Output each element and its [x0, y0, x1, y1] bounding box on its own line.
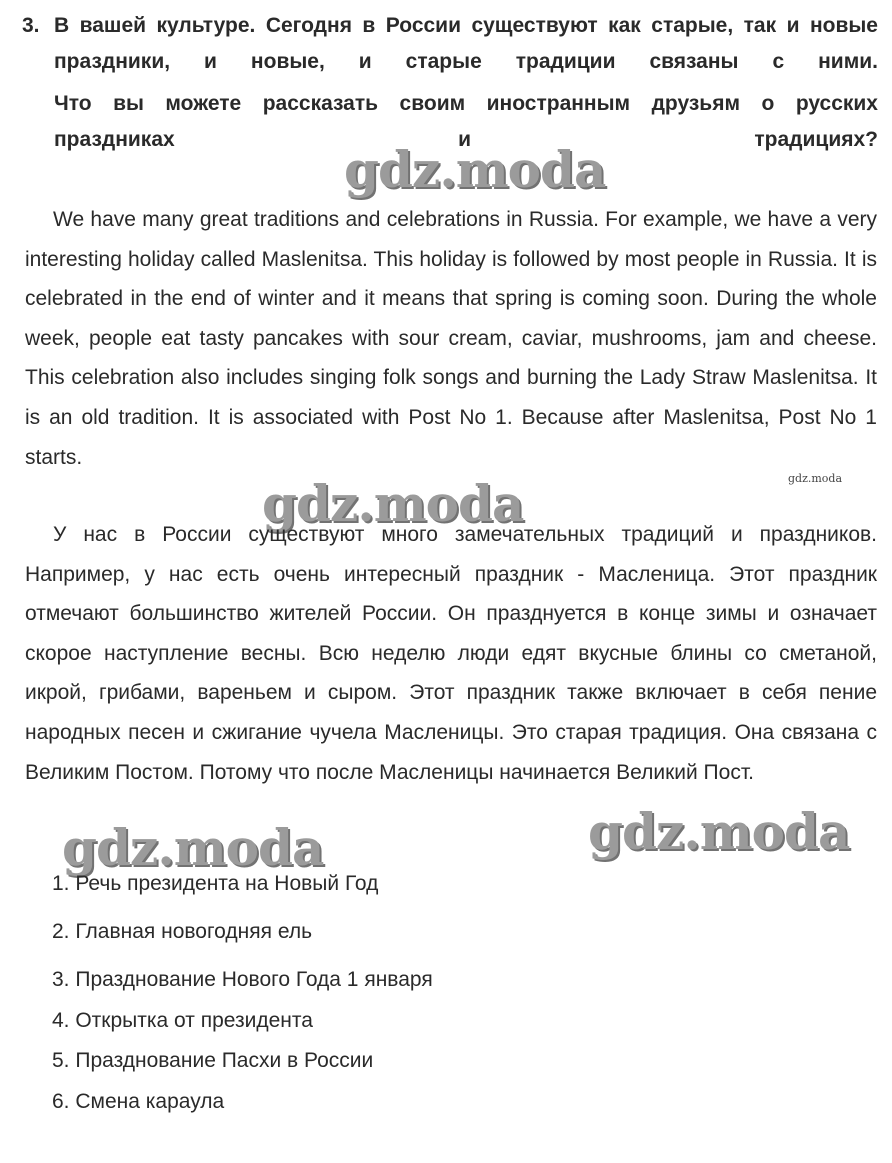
list-item: 6. Смена караула [52, 1090, 225, 1113]
task-question: Что вы можете рассказать своим иностранным друзьям о русских праздниках и традициях? [54, 92, 878, 151]
task-number: 3. [22, 14, 40, 37]
list-item: 2. Главная новогодняя ель [52, 920, 313, 943]
list-item: 5. Празднование Пасхи в России [52, 1049, 374, 1072]
watermark-2: gdz.moda [262, 474, 524, 533]
list-item: 4. Открытка от президента [52, 1009, 313, 1032]
answer-russian: У нас в России существуют много замечательных традиций и праздников. Например, у нас есть очень интересный праздник - Масленица. Этот праздник отмечают большинство жителей России. Он празднуется в конце зимы и означает скорое наступление весны. Всю неделю люди едят вкусные блины со сметаной, икрой, грибами, вареньем и сыром. Этот праздник также включает в себя пение народных песен и сжигание чучела Масленицы. Это старая традиция. Она связана с Великим Постом. Потому что после Масленицы начинается Великий Пост. [25, 523, 877, 784]
watermark-small: gdz.moda [788, 472, 843, 485]
answer-english: We have many great traditions and celebrations in Russia. For example, we have a very interesting holiday called Maslenitsa. This holiday is followed by most people in Russia. It is celebrated in the end of winter and it means that spring is coming soon. During the whole week, people eat tasty pancakes with sour cream, caviar, mushrooms, jam and cheese. This celebration also includes singing folk songs and burning the Lady Straw Maslenitsa. It is an old tradition. It is associated with Post No 1. Because after Maslenitsa, Post No 1 starts. [25, 208, 877, 469]
task-text [54, 8, 878, 158]
watermark-1: gdz.moda [344, 140, 606, 199]
list-item: 1. Речь президента на Новый Год [52, 872, 379, 895]
list-item: 3. Празднование Нового Года 1 января [52, 968, 433, 991]
watermark-3: gdz.moda [588, 802, 850, 861]
watermark-4: gdz.moda [62, 818, 324, 877]
task-intro: В вашей культуре. Сегодня в России существуют как старые, так и новые праздники, и новые, и старые традиции связаны с ними. [54, 14, 878, 73]
